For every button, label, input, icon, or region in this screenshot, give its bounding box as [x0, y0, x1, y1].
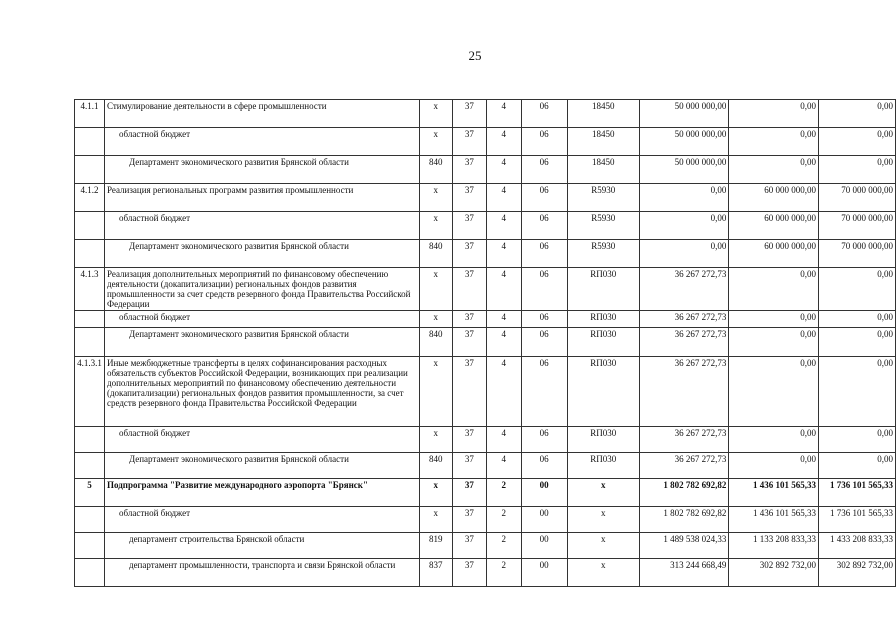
cell-program: 37 [452, 533, 487, 559]
row-name: Департамент экономического развития Брянской области [104, 453, 419, 479]
cell-target-code: RП030 [567, 427, 639, 453]
cell-admin-code: х [419, 100, 452, 128]
cell-amount-1: 36 267 272,73 [639, 268, 729, 311]
cell-subprogram: 4 [487, 156, 521, 184]
row-number: 5 [75, 479, 105, 507]
cell-main-activity: 06 [521, 240, 567, 268]
cell-amount-1: 36 267 272,73 [639, 357, 729, 427]
cell-subprogram: 4 [487, 328, 521, 357]
cell-program: 37 [452, 453, 487, 479]
cell-main-activity: 00 [521, 479, 567, 507]
cell-amount-1: 50 000 000,00 [639, 156, 729, 184]
row-number: 4.1.3.1 [75, 357, 105, 427]
cell-subprogram: 2 [487, 507, 521, 533]
cell-admin-code: х [419, 311, 452, 328]
cell-target-code: RП030 [567, 311, 639, 328]
row-name: областной бюджет [104, 427, 419, 453]
cell-main-activity: 06 [521, 311, 567, 328]
cell-admin-code: 840 [419, 156, 452, 184]
cell-target-code: RП030 [567, 453, 639, 479]
cell-amount-2: 0,00 [729, 100, 819, 128]
row-name: областной бюджет [104, 128, 419, 156]
cell-amount-3: 1 736 101 565,33 [819, 479, 896, 507]
cell-amount-1: 313 244 668,49 [639, 559, 729, 587]
cell-program: 37 [452, 240, 487, 268]
row-name: Департамент экономического развития Брянской области [104, 156, 419, 184]
cell-program: 37 [452, 559, 487, 587]
cell-main-activity: 00 [521, 533, 567, 559]
cell-main-activity: 06 [521, 100, 567, 128]
row-number [75, 453, 105, 479]
table-row [75, 533, 896, 559]
cell-program: 37 [452, 100, 487, 128]
cell-main-activity: 06 [521, 357, 567, 427]
cell-amount-2: 0,00 [729, 128, 819, 156]
cell-admin-code: х [419, 507, 452, 533]
cell-admin-code: 840 [419, 328, 452, 357]
row-name: Реализация дополнительных мероприятий по финансовому обеспечению деятельности (докапитализации) региональных фондов развития промышленности за счет средств резервного фонда Правительства Российской Федерации [104, 268, 419, 311]
cell-target-code: 18450 [567, 128, 639, 156]
cell-amount-1: 50 000 000,00 [639, 100, 729, 128]
cell-target-code: х [567, 533, 639, 559]
cell-subprogram: 4 [487, 212, 521, 240]
cell-main-activity: 06 [521, 328, 567, 357]
cell-target-code: х [567, 559, 639, 587]
page-number: 25 [468, 48, 482, 63]
cell-amount-2: 0,00 [729, 156, 819, 184]
cell-amount-1: 0,00 [639, 212, 729, 240]
cell-amount-1: 0,00 [639, 184, 729, 212]
row-number [75, 240, 105, 268]
cell-program: 37 [452, 479, 487, 507]
cell-admin-code: х [419, 268, 452, 311]
cell-amount-2: 1 133 208 833,33 [729, 533, 819, 559]
table-row [75, 357, 896, 427]
cell-main-activity: 06 [521, 156, 567, 184]
table-row [75, 212, 896, 240]
cell-amount-2: 1 436 101 565,33 [729, 479, 819, 507]
cell-main-activity: 06 [521, 427, 567, 453]
cell-subprogram: 4 [487, 128, 521, 156]
row-name: областной бюджет [104, 212, 419, 240]
cell-admin-code: 819 [419, 533, 452, 559]
cell-amount-2: 60 000 000,00 [729, 184, 819, 212]
cell-amount-3: 0,00 [819, 156, 896, 184]
cell-amount-3: 70 000 000,00 [819, 184, 896, 212]
table-row [75, 427, 896, 453]
cell-amount-2: 0,00 [729, 453, 819, 479]
cell-amount-1: 1 489 538 024,33 [639, 533, 729, 559]
cell-amount-2: 0,00 [729, 268, 819, 311]
cell-program: 37 [452, 427, 487, 453]
cell-admin-code: х [419, 357, 452, 427]
cell-program: 37 [452, 268, 487, 311]
cell-amount-2: 0,00 [729, 328, 819, 357]
cell-amount-3: 0,00 [819, 328, 896, 357]
cell-admin-code: х [419, 479, 452, 507]
row-name: департамент промышленности, транспорта и связи Брянской области [104, 559, 419, 587]
cell-amount-3: 0,00 [819, 268, 896, 311]
cell-subprogram: 4 [487, 453, 521, 479]
cell-main-activity: 00 [521, 507, 567, 533]
cell-target-code: R5930 [567, 184, 639, 212]
row-name: областной бюджет [104, 507, 419, 533]
cell-subprogram: 4 [487, 240, 521, 268]
row-name: Департамент экономического развития Брянской области [104, 328, 419, 357]
table-row [75, 453, 896, 479]
cell-amount-1: 36 267 272,73 [639, 328, 729, 357]
cell-subprogram: 4 [487, 184, 521, 212]
cell-amount-3: 0,00 [819, 357, 896, 427]
table-row [75, 559, 896, 587]
cell-target-code: RП030 [567, 268, 639, 311]
cell-main-activity: 06 [521, 268, 567, 311]
budget-table [74, 99, 896, 587]
cell-amount-1: 36 267 272,73 [639, 453, 729, 479]
row-name: Иные межбюджетные трансферты в целях софинансирования расходных обязательств субъектов Российской Федерации, возникающих при реализации дополнительных мероприятий по финансовому обеспечению деятельности (докапитализации) региональных фондов развития промышленности, за счет средств резервного фонда Правительства Российской Федерации [104, 357, 419, 427]
row-number [75, 533, 105, 559]
cell-amount-3: 0,00 [819, 128, 896, 156]
cell-admin-code: 840 [419, 240, 452, 268]
cell-amount-2: 0,00 [729, 357, 819, 427]
cell-amount-2: 60 000 000,00 [729, 212, 819, 240]
cell-amount-3: 0,00 [819, 311, 896, 328]
table-row [75, 507, 896, 533]
table-row [75, 479, 896, 507]
cell-main-activity: 06 [521, 453, 567, 479]
row-number [75, 212, 105, 240]
row-number: 4.1.3 [75, 268, 105, 311]
table-row [75, 240, 896, 268]
cell-admin-code: 837 [419, 559, 452, 587]
cell-amount-3: 70 000 000,00 [819, 240, 896, 268]
row-number [75, 507, 105, 533]
row-number [75, 427, 105, 453]
cell-subprogram: 2 [487, 559, 521, 587]
table-row [75, 268, 896, 311]
cell-admin-code: х [419, 212, 452, 240]
cell-target-code: х [567, 479, 639, 507]
row-number [75, 128, 105, 156]
cell-subprogram: 4 [487, 427, 521, 453]
cell-subprogram: 4 [487, 100, 521, 128]
cell-admin-code: х [419, 427, 452, 453]
cell-target-code: 18450 [567, 100, 639, 128]
cell-program: 37 [452, 357, 487, 427]
cell-amount-2: 0,00 [729, 427, 819, 453]
cell-amount-1: 0,00 [639, 240, 729, 268]
cell-subprogram: 4 [487, 311, 521, 328]
table-row [75, 128, 896, 156]
cell-main-activity: 00 [521, 559, 567, 587]
cell-program: 37 [452, 328, 487, 357]
row-number: 4.1.1 [75, 100, 105, 128]
cell-amount-2: 302 892 732,00 [729, 559, 819, 587]
cell-amount-1: 36 267 272,73 [639, 427, 729, 453]
cell-amount-3: 0,00 [819, 100, 896, 128]
cell-main-activity: 06 [521, 128, 567, 156]
row-name: Подпрограмма "Развитие международного аэропорта "Брянск" [104, 479, 419, 507]
row-name: департамент строительства Брянской области [104, 533, 419, 559]
cell-subprogram: 4 [487, 357, 521, 427]
cell-program: 37 [452, 128, 487, 156]
cell-target-code: R5930 [567, 240, 639, 268]
row-name: Реализация региональных программ развития промышленности [104, 184, 419, 212]
cell-amount-2: 1 436 101 565,33 [729, 507, 819, 533]
cell-admin-code: 840 [419, 453, 452, 479]
cell-amount-3: 0,00 [819, 453, 896, 479]
cell-target-code: R5930 [567, 212, 639, 240]
row-number [75, 311, 105, 328]
cell-program: 37 [452, 184, 487, 212]
cell-admin-code: х [419, 128, 452, 156]
cell-target-code: RП030 [567, 357, 639, 427]
row-name: областной бюджет [104, 311, 419, 328]
cell-main-activity: 06 [521, 212, 567, 240]
cell-amount-3: 1 736 101 565,33 [819, 507, 896, 533]
cell-subprogram: 2 [487, 533, 521, 559]
cell-program: 37 [452, 212, 487, 240]
row-name: Стимулирование деятельности в сфере промышленности [104, 100, 419, 128]
cell-amount-3: 0,00 [819, 427, 896, 453]
table-row [75, 328, 896, 357]
row-name: Департамент экономического развития Брянской области [104, 240, 419, 268]
cell-program: 37 [452, 311, 487, 328]
table-row [75, 184, 896, 212]
cell-amount-1: 1 802 782 692,82 [639, 507, 729, 533]
row-number [75, 559, 105, 587]
cell-target-code: 18450 [567, 156, 639, 184]
cell-program: 37 [452, 507, 487, 533]
table-row [75, 100, 896, 128]
cell-subprogram: 2 [487, 479, 521, 507]
row-number: 4.1.2 [75, 184, 105, 212]
cell-amount-1: 1 802 782 692,82 [639, 479, 729, 507]
cell-amount-1: 50 000 000,00 [639, 128, 729, 156]
cell-program: 37 [452, 156, 487, 184]
cell-amount-3: 1 433 208 833,33 [819, 533, 896, 559]
cell-amount-3: 302 892 732,00 [819, 559, 896, 587]
table-row [75, 156, 896, 184]
row-number [75, 328, 105, 357]
cell-subprogram: 4 [487, 268, 521, 311]
cell-target-code: х [567, 507, 639, 533]
cell-amount-2: 60 000 000,00 [729, 240, 819, 268]
cell-admin-code: х [419, 184, 452, 212]
cell-target-code: RП030 [567, 328, 639, 357]
row-number [75, 156, 105, 184]
table-row [75, 311, 896, 328]
cell-amount-1: 36 267 272,73 [639, 311, 729, 328]
cell-amount-3: 70 000 000,00 [819, 212, 896, 240]
cell-amount-2: 0,00 [729, 311, 819, 328]
cell-main-activity: 06 [521, 184, 567, 212]
